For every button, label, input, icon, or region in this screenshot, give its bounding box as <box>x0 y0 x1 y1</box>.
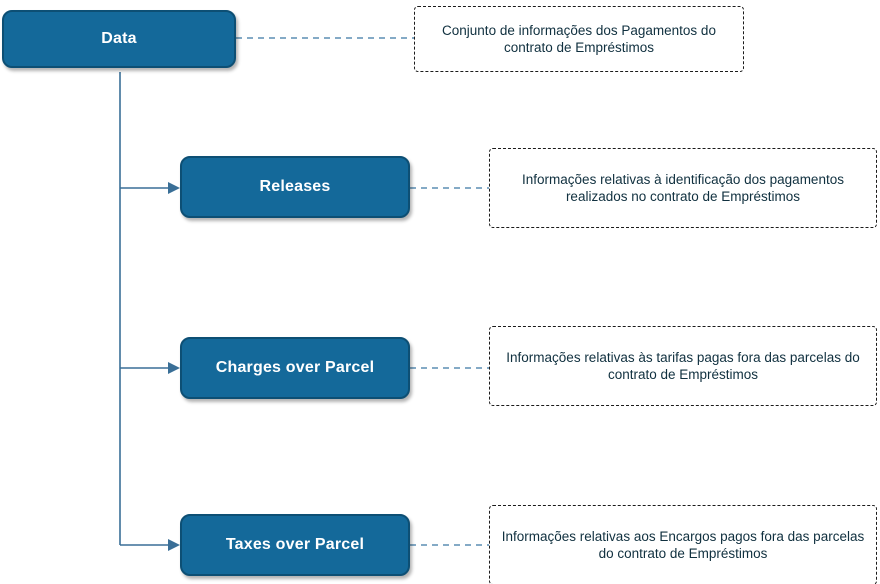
note-releases <box>489 148 877 228</box>
note-charges-over-parcel <box>489 326 877 406</box>
node-taxes-over-parcel-label: Taxes over Parcel <box>225 536 365 553</box>
note-data <box>414 6 744 72</box>
note-charges-over-parcel-text: Informações relativas às tarifas pagas fora das parcelas do contrato de Empréstimos <box>506 349 860 382</box>
node-charges-over-parcel-label: Charges over Parcel <box>215 359 375 376</box>
node-data[interactable] <box>2 10 236 68</box>
note-taxes-over-parcel-text: Informações relativas aos Encargos pagos fora das parcelas do contrato de Empréstimos <box>501 528 865 561</box>
node-data-label: Data <box>101 30 137 47</box>
node-charges-over-parcel[interactable] <box>180 337 410 399</box>
node-releases-label: Releases <box>259 178 331 195</box>
note-releases-text: Informações relativas à identificação dos pagamentos realizados no contrato de Empréstimos <box>522 171 844 204</box>
note-data-text: Conjunto de informações dos Pagamentos do contrato de Empréstimos <box>442 22 716 55</box>
arrowhead-releases <box>168 182 180 194</box>
arrowhead-charges <box>168 362 180 374</box>
node-taxes-over-parcel[interactable] <box>180 514 410 576</box>
note-taxes-over-parcel <box>489 505 877 584</box>
arrowhead-taxes <box>168 539 180 551</box>
node-releases[interactable] <box>180 156 410 218</box>
